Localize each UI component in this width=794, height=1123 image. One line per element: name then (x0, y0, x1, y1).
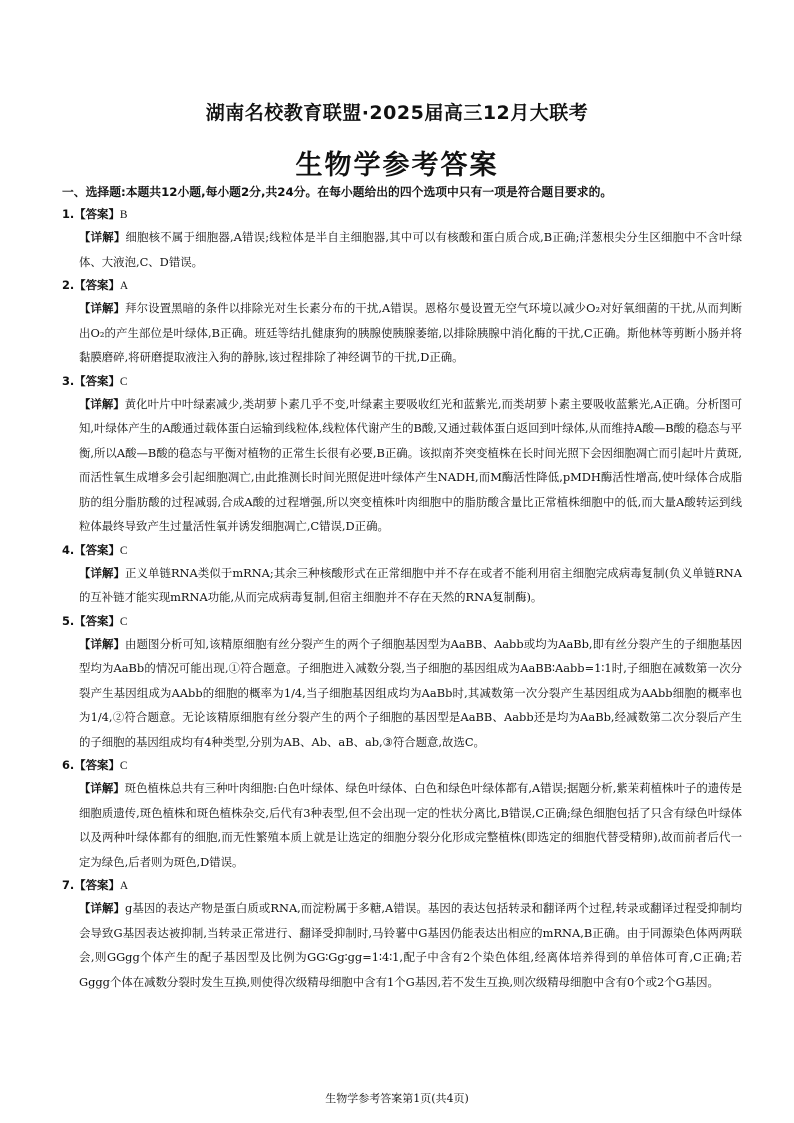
detail-text: 正义单链RNA类似于mRNA;其余三种核酸形式在正常细胞中并不存在或者不能利用宿主细胞完成病毒复制(负义单链RNA的互补链才能实现mRNA功能,从而完成病毒复制,但宿主细胞并不存在天然的RNA复制酶)。 (79, 565, 742, 604)
question-item (62, 754, 742, 874)
detail-tag: 【详解】 (79, 301, 126, 315)
answer-value: C (119, 615, 128, 628)
detail-paragraph (62, 296, 742, 370)
question-item (62, 370, 742, 539)
detail-paragraph (62, 896, 742, 994)
page-footer: 生物学参考答案第1页(共4页) (325, 1092, 469, 1105)
question-number: 3. (62, 373, 75, 388)
question-list (62, 203, 742, 994)
answer-tag: 【答案】 (74, 207, 120, 221)
answer-value: C (119, 544, 128, 557)
answer-line (62, 610, 742, 632)
exam-title: 湖南名校教育联盟·2025届高三12月大联考 (205, 102, 589, 124)
question-item (62, 874, 742, 994)
detail-text: 斑色植株总共有三种叶肉细胞:白色叶绿体、绿色叶绿体、白色和绿色叶绿体都有,A错误;据题分析,紫茉莉植株叶子的遗传是细胞质遗传,斑色植株和斑色植株杂交,后代有3种表型,但不会出现一定的性状分离比,B错误,C正确;绿色细胞包括了只含有绿色叶绿体以及两种叶绿体都有的细胞,而无性繁殖本质上就是让选定的细胞分裂分化形成完整植株(即选定的细胞代替受精卵),故而前者后代一定为绿色,后者则为斑色,D错误。 (79, 781, 742, 869)
question-number: 7. (62, 878, 75, 892)
detail-text: g基因的表达产物是蛋白质或RNA,而淀粉属于多糖,A错误。基因的表达包括转录和翻译两个过程,转录或翻译过程受抑制均会导致G基因表达被抑制,当转录正常进行、翻译受抑制时,马铃薯中G基因仍能表达出相应的mRNA,B正确。由于同源染色体两两联会,则GGgg个体产生的配子基因型及比例为GG∶Gg∶gg=1∶4∶1,配子中含有2个染色体组,经离体培养得到的单倍体可育,C正确;若Gggg个体在减数分裂时发生互换,则使得次级精母细胞中含有1个G基因,若不发生互换,则次级精母细胞中含有0个或2个G基因。 (79, 901, 742, 989)
question-number: 5. (62, 613, 75, 628)
answer-tag: 【答案】 (74, 878, 120, 892)
answer-value: C (119, 760, 128, 772)
detail-tag: 【详解】 (79, 565, 125, 580)
answer-line (62, 274, 742, 296)
question-item (62, 539, 742, 610)
answer-tag: 【答案】 (74, 542, 120, 557)
answer-value: A (119, 880, 129, 892)
detail-text: 拜尔设置黑暗的条件以排除光对生长素分布的干扰,A错误。恩格尔曼设置无空气环境以减少O₂对好氧细菌的干扰,从而判断出O₂的产生部位是叶绿体,B正确。班廷等结扎健康狗的胰腺使胰腺萎缩,以排除胰腺中消化酶的干扰,C正确。斯他林等剪断小肠并将黏膜磨碎,将研磨提取液注入狗的静脉,该过程排除了神经调节的干扰,D正确。 (79, 301, 742, 364)
answer-line (62, 539, 742, 561)
detail-paragraph (62, 225, 742, 274)
detail-paragraph (62, 632, 742, 755)
answer-line (62, 370, 742, 392)
answer-tag: 【答案】 (74, 278, 120, 292)
question-item (62, 203, 742, 274)
answer-tag: 【答案】 (74, 613, 120, 628)
detail-text: 黄化叶片中叶绿素减少,类胡萝卜素几乎不变,叶绿素主要吸收红光和蓝紫光,而类胡萝卜素主要吸收蓝紫光,A正确。分析图可知,叶绿体产生的A酸通过载体蛋白运输到线粒体,线粒体代谢产生的B酸,又通过载体蛋白返回到叶绿体,从而维持A酸—B酸的稳态与平衡,所以A酸—B酸的稳态与平衡对植物的正常生长很有必要,B正确。该拟南芥突变植株在长时间光照下会因细胞凋亡而引起叶片黄斑,而活性氧生成增多会引起细胞凋亡,由此推测长时间光照促进叶绿体产生NADH,而M酶活性降低,pMDH酶活性增高,使叶绿体合成脂肪的组分脂肪酸的过程减弱,合成A酸的过程增强,所以突变植株叶肉细胞中的脂肪酸含量比正常植株细胞中的低,而大量A酸转运到线粒体最终导致产生过量活性氧并诱发细胞凋亡,C错误,D正确。 (79, 396, 742, 533)
answer-line (62, 203, 742, 225)
answer-tag: 【答案】 (74, 758, 120, 772)
question-number: 1. (62, 207, 75, 221)
question-number: 4. (62, 542, 75, 557)
detail-tag: 【详解】 (79, 636, 125, 651)
question-item (62, 274, 742, 370)
answer-content (62, 181, 742, 994)
section-heading: 一、选择题:本题共12小题,每小题2分,共24分。在每小题给出的四个选项中只有一项是符合题目要求的。 (62, 185, 613, 199)
detail-paragraph (62, 776, 742, 874)
question-number: 2. (62, 278, 75, 292)
answer-value: B (119, 209, 128, 221)
answer-tag: 【答案】 (74, 373, 120, 388)
answer-line (62, 874, 742, 896)
detail-tag: 【详解】 (79, 396, 125, 411)
detail-paragraph (62, 392, 742, 539)
detail-tag: 【详解】 (79, 781, 125, 795)
answer-value: A (119, 280, 129, 292)
detail-paragraph (62, 561, 742, 610)
detail-text: 细胞核不属于细胞器,A错误;线粒体是半自主细胞器,其中可以有核酸和蛋白质合成,B正确;洋葱根尖分生区细胞中不含叶绿体、大液泡,C、D错误。 (79, 230, 742, 269)
page-title: 生物学参考答案 (295, 150, 499, 181)
detail-text: 由题图分析可知,该精原细胞有丝分裂产生的两个子细胞基因型为AaBB、Aabb或均为AaBb,即有丝分裂产生的子细胞基因型均为AaBb的情况可能出现,①符合题意。子细胞进入减数分裂,当子细胞的基因组成为AaBB∶Aabb=1∶1时,子细胞在减数第一次分裂产生基因组成为AAbb的细胞的概率为1/4,当子细胞基因组成均为AaBb时,其减数第一次分裂产生基因组成为AAbb细胞的概率也为1/4,②符合题意。无论该精原细胞有丝分裂产生的两个子细胞的基因型是AaBB、Aabb还是均为AaBb,经减数第二次分裂后产生的子细胞的基因组成均有4种类型,分别为AB、Ab、aB、ab,③符合题意,故选C。 (79, 636, 742, 749)
answer-line (62, 754, 742, 776)
question-number: 6. (62, 758, 75, 772)
detail-tag: 【详解】 (79, 230, 126, 244)
detail-tag: 【详解】 (79, 901, 126, 915)
answer-value: C (119, 375, 128, 388)
question-item (62, 610, 742, 755)
